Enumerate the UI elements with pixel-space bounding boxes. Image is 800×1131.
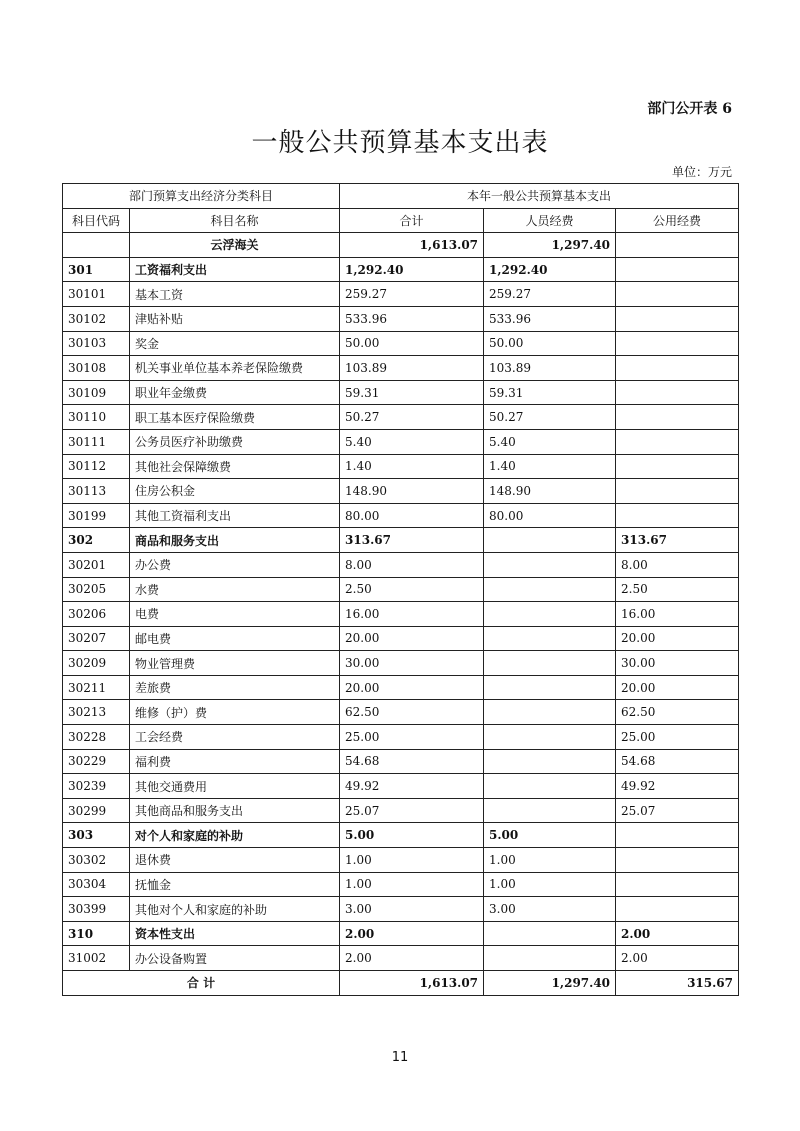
- unit-row-code: [63, 233, 130, 258]
- group-left-header: 部门预算支出经济分类科目: [63, 184, 340, 209]
- row-personnel-cell: [484, 725, 616, 750]
- row-public-cell: 2.00: [616, 921, 739, 946]
- row-total-cell: 259.27: [340, 282, 484, 307]
- col-name-header: 科目名称: [130, 208, 340, 233]
- table-row: [63, 848, 739, 873]
- row-code-cell: 30108: [63, 356, 130, 381]
- row-name-cell: 其他交通费用: [130, 774, 340, 799]
- row-total-cell: 1.40: [340, 454, 484, 479]
- unit-row-total: 1,613.07: [340, 233, 484, 258]
- row-public-cell: 30.00: [616, 651, 739, 676]
- row-code-cell: 30304: [63, 872, 130, 897]
- row-total-cell: 20.00: [340, 675, 484, 700]
- row-name-cell: 工资福利支出: [130, 257, 340, 282]
- page-title: 一般公共预算基本支出表: [251, 128, 549, 158]
- row-code-cell: 30209: [63, 651, 130, 676]
- row-total-cell: 62.50: [340, 700, 484, 725]
- row-public-cell: [616, 405, 739, 430]
- row-personnel-cell: [484, 528, 616, 553]
- col-code-header: 科目代码: [63, 208, 130, 233]
- row-public-cell: [616, 257, 739, 282]
- table-row: [63, 798, 739, 823]
- row-total-cell: 3.00: [340, 897, 484, 922]
- row-total-cell: 54.68: [340, 749, 484, 774]
- row-public-cell: [616, 380, 739, 405]
- table-row: [63, 823, 739, 848]
- table-row: [63, 872, 739, 897]
- row-personnel-cell: [484, 946, 616, 971]
- row-code-cell: 30112: [63, 454, 130, 479]
- row-public-cell: [616, 429, 739, 454]
- row-total-cell: 59.31: [340, 380, 484, 405]
- row-code-cell: 30399: [63, 897, 130, 922]
- row-public-cell: [616, 306, 739, 331]
- row-name-cell: 工会经费: [130, 725, 340, 750]
- row-name-cell: 维修（护）费: [130, 700, 340, 725]
- row-code-cell: 303: [63, 823, 130, 848]
- row-personnel-cell: [484, 774, 616, 799]
- row-public-cell: 25.07: [616, 798, 739, 823]
- row-name-cell: 津贴补贴: [130, 306, 340, 331]
- row-total-cell: 103.89: [340, 356, 484, 381]
- row-total-cell: 16.00: [340, 602, 484, 627]
- row-personnel-cell: [484, 626, 616, 651]
- table-row: [63, 921, 739, 946]
- row-personnel-cell: [484, 552, 616, 577]
- row-code-cell: 30111: [63, 429, 130, 454]
- row-code-cell: 30201: [63, 552, 130, 577]
- row-total-cell: 148.90: [340, 479, 484, 504]
- row-personnel-cell: [484, 577, 616, 602]
- table-row: [63, 675, 739, 700]
- row-personnel-cell: 59.31: [484, 380, 616, 405]
- table-row: [63, 479, 739, 504]
- row-public-cell: [616, 356, 739, 381]
- row-personnel-cell: 1,292.40: [484, 257, 616, 282]
- row-name-cell: 其他社会保障缴费: [130, 454, 340, 479]
- table-row: [63, 897, 739, 922]
- total-row-public: 315.67: [616, 971, 739, 996]
- row-total-cell: 5.00: [340, 823, 484, 848]
- row-public-cell: 20.00: [616, 626, 739, 651]
- row-public-cell: [616, 897, 739, 922]
- row-code-cell: 310: [63, 921, 130, 946]
- row-name-cell: 差旅费: [130, 675, 340, 700]
- row-name-cell: 其他商品和服务支出: [130, 798, 340, 823]
- unit-label: 单位：万元: [671, 165, 732, 179]
- table-row: [63, 602, 739, 627]
- col-total-header: 合计: [340, 208, 484, 233]
- row-code-cell: 30299: [63, 798, 130, 823]
- row-code-cell: 30302: [63, 848, 130, 873]
- total-row-label: 合 计: [63, 971, 340, 996]
- row-code-cell: 30102: [63, 306, 130, 331]
- row-name-cell: 退休费: [130, 848, 340, 873]
- table-row: [63, 577, 739, 602]
- row-name-cell: 住房公积金: [130, 479, 340, 504]
- row-public-cell: [616, 331, 739, 356]
- row-total-cell: 8.00: [340, 552, 484, 577]
- row-total-cell: 50.27: [340, 405, 484, 430]
- row-code-cell: 30213: [63, 700, 130, 725]
- row-total-cell: 1.00: [340, 872, 484, 897]
- row-code-cell: 30110: [63, 405, 130, 430]
- row-personnel-cell: [484, 700, 616, 725]
- table-row: [63, 552, 739, 577]
- row-code-cell: 30113: [63, 479, 130, 504]
- unit-row-public: [616, 233, 739, 258]
- row-name-cell: 其他工资福利支出: [130, 503, 340, 528]
- row-code-cell: 31002: [63, 946, 130, 971]
- col-public-header: 公用经费: [616, 208, 739, 233]
- row-personnel-cell: [484, 798, 616, 823]
- row-public-cell: 8.00: [616, 552, 739, 577]
- row-name-cell: 资本性支出: [130, 921, 340, 946]
- table-row: [63, 651, 739, 676]
- row-total-cell: 1.00: [340, 848, 484, 873]
- header-group-row: [63, 184, 739, 209]
- row-personnel-cell: [484, 749, 616, 774]
- row-name-cell: 职工基本医疗保险缴费: [130, 405, 340, 430]
- row-name-cell: 奖金: [130, 331, 340, 356]
- row-total-cell: 5.40: [340, 429, 484, 454]
- row-public-cell: [616, 823, 739, 848]
- row-name-cell: 电费: [130, 602, 340, 627]
- row-personnel-cell: 1.00: [484, 848, 616, 873]
- row-name-cell: 公务员医疗补助缴费: [130, 429, 340, 454]
- row-name-cell: 商品和服务支出: [130, 528, 340, 553]
- row-personnel-cell: [484, 651, 616, 676]
- row-total-cell: 533.96: [340, 306, 484, 331]
- row-public-cell: 20.00: [616, 675, 739, 700]
- row-code-cell: 30199: [63, 503, 130, 528]
- row-public-cell: 16.00: [616, 602, 739, 627]
- row-public-cell: 62.50: [616, 700, 739, 725]
- row-total-cell: 2.00: [340, 921, 484, 946]
- row-public-cell: 25.00: [616, 725, 739, 750]
- unit-row: [63, 233, 739, 258]
- row-public-cell: [616, 848, 739, 873]
- row-public-cell: 54.68: [616, 749, 739, 774]
- row-code-cell: 30206: [63, 602, 130, 627]
- row-personnel-cell: 259.27: [484, 282, 616, 307]
- table-row: [63, 257, 739, 282]
- row-public-cell: 2.00: [616, 946, 739, 971]
- row-public-cell: [616, 872, 739, 897]
- row-personnel-cell: 50.00: [484, 331, 616, 356]
- row-code-cell: 30211: [63, 675, 130, 700]
- total-row-personnel: 1,297.40: [484, 971, 616, 996]
- row-personnel-cell: [484, 921, 616, 946]
- table-row: [63, 306, 739, 331]
- table-row: [63, 282, 739, 307]
- table-row: [63, 528, 739, 553]
- table-row: [63, 725, 739, 750]
- row-name-cell: 基本工资: [130, 282, 340, 307]
- row-total-cell: 80.00: [340, 503, 484, 528]
- col-personnel-header: 人员经费: [484, 208, 616, 233]
- table-row: [63, 946, 739, 971]
- row-code-cell: 30205: [63, 577, 130, 602]
- row-personnel-cell: [484, 675, 616, 700]
- row-public-cell: [616, 479, 739, 504]
- row-personnel-cell: 3.00: [484, 897, 616, 922]
- row-personnel-cell: [484, 602, 616, 627]
- row-personnel-cell: 50.27: [484, 405, 616, 430]
- row-total-cell: 25.00: [340, 725, 484, 750]
- table-row: [63, 749, 739, 774]
- row-total-cell: 313.67: [340, 528, 484, 553]
- row-code-cell: 30109: [63, 380, 130, 405]
- row-name-cell: 其他对个人和家庭的补助: [130, 897, 340, 922]
- table-row: [63, 356, 739, 381]
- row-personnel-cell: 1.40: [484, 454, 616, 479]
- row-total-cell: 30.00: [340, 651, 484, 676]
- row-code-cell: 301: [63, 257, 130, 282]
- row-public-cell: [616, 454, 739, 479]
- table-row: [63, 700, 739, 725]
- row-total-cell: 49.92: [340, 774, 484, 799]
- row-code-cell: 302: [63, 528, 130, 553]
- row-personnel-cell: 80.00: [484, 503, 616, 528]
- row-total-cell: 20.00: [340, 626, 484, 651]
- unit-row-name: 云浮海关: [130, 233, 340, 258]
- table-row: [63, 331, 739, 356]
- row-personnel-cell: 148.90: [484, 479, 616, 504]
- budget-table: [62, 183, 739, 996]
- row-personnel-cell: 1.00: [484, 872, 616, 897]
- group-right-header: 本年一般公共预算基本支出: [340, 184, 739, 209]
- header-column-row: [63, 208, 739, 233]
- total-row-total: 1,613.07: [340, 971, 484, 996]
- row-total-cell: 50.00: [340, 331, 484, 356]
- page-number: 11: [391, 1050, 409, 1065]
- row-public-cell: 2.50: [616, 577, 739, 602]
- unit-row-personnel: 1,297.40: [484, 233, 616, 258]
- row-code-cell: 30101: [63, 282, 130, 307]
- row-name-cell: 物业管理费: [130, 651, 340, 676]
- row-personnel-cell: 5.00: [484, 823, 616, 848]
- row-total-cell: 2.00: [340, 946, 484, 971]
- row-name-cell: 水费: [130, 577, 340, 602]
- row-name-cell: 邮电费: [130, 626, 340, 651]
- row-code-cell: 30103: [63, 331, 130, 356]
- row-public-cell: [616, 282, 739, 307]
- row-personnel-cell: 103.89: [484, 356, 616, 381]
- table-row: [63, 626, 739, 651]
- row-code-cell: 30239: [63, 774, 130, 799]
- row-total-cell: 1,292.40: [340, 257, 484, 282]
- row-personnel-cell: 5.40: [484, 429, 616, 454]
- table-row: [63, 774, 739, 799]
- row-name-cell: 办公费: [130, 552, 340, 577]
- table-row: [63, 503, 739, 528]
- row-public-cell: 49.92: [616, 774, 739, 799]
- row-name-cell: 机关事业单位基本养老保险缴费: [130, 356, 340, 381]
- table-row: [63, 429, 739, 454]
- row-code-cell: 30207: [63, 626, 130, 651]
- row-name-cell: 抚恤金: [130, 872, 340, 897]
- row-name-cell: 对个人和家庭的补助: [130, 823, 340, 848]
- row-name-cell: 办公设备购置: [130, 946, 340, 971]
- row-name-cell: 福利费: [130, 749, 340, 774]
- total-row: [63, 971, 739, 996]
- row-total-cell: 2.50: [340, 577, 484, 602]
- row-total-cell: 25.07: [340, 798, 484, 823]
- row-public-cell: [616, 503, 739, 528]
- row-code-cell: 30228: [63, 725, 130, 750]
- row-code-cell: 30229: [63, 749, 130, 774]
- row-personnel-cell: 533.96: [484, 306, 616, 331]
- table-row: [63, 405, 739, 430]
- table-row: [63, 454, 739, 479]
- row-name-cell: 职业年金缴费: [130, 380, 340, 405]
- row-public-cell: 313.67: [616, 528, 739, 553]
- table-number: 部门公开表 6: [647, 101, 732, 117]
- table-row: [63, 380, 739, 405]
